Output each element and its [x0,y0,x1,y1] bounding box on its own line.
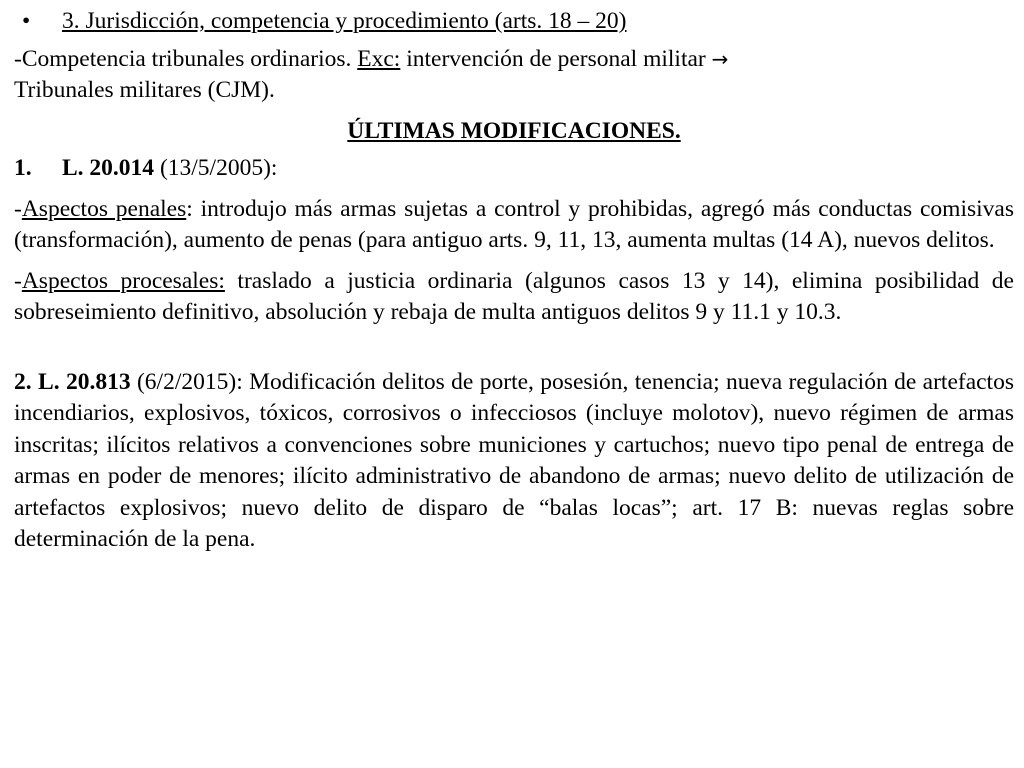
procesales-text: traslado a justicia ordinaria (algunos casos 13 y 14), elimina posibilidad de sobreseimiento definitivo, absolución y rebaja de multa antiguos delitos 9 y 11.1 y 10.3. [14,267,1014,325]
arrow-right-icon: → [711,46,729,71]
competencia-middle: intervención de personal militar [400,45,712,72]
procesales-dash: - [14,267,22,294]
item-1-number: 1. [14,155,32,181]
item-1-line [14,153,1014,185]
item-1-date: (13/5/2005): [154,155,278,181]
competencia-suffix: Tribunales militares (CJM). [14,77,275,103]
item-2-law: 2. L. 20.813 [14,368,131,395]
item-1-law: L. 20.014 [62,155,155,181]
aspectos-procesales-paragraph [14,266,1014,329]
section-3-title: 3. Jurisdicción, competencia y procedimiento (arts. 18 – 20) [62,8,627,34]
item-2-paragraph [14,367,1014,556]
bullet-icon: • [22,8,31,34]
slide-content [14,6,1014,556]
procesales-label: Aspectos procesales: [21,267,225,294]
aspectos-penales-paragraph [14,194,1014,257]
penales-label: Aspectos penales [21,195,187,222]
competencia-paragraph [14,44,1014,107]
item-2-text: (6/2/2015): Modificación delitos de porte, posesión, tenencia; nueva regulación de artefactos incendiarios, explosivos, tóxicos, corrosivos o infecciosos (incluye molotov), nuevo régimen de armas inscritas; ilícitos relativos a convenciones sobre municiones y cartuchos; nuevo tipo penal de entrega de armas en poder de menores; ilícito administrativo de abandono de armas; nuevo delito de utilización de artefactos explosivos; nuevo delito de disparo de “balas locas”; art. 17 B: nuevas reglas sobre determinación de la pena. [14,368,1014,552]
competencia-prefix: -Competencia tribunales ordinarios. [14,45,358,72]
penales-dash: - [14,195,22,222]
section-heading: ÚLTIMAS MODIFICACIONES. [347,117,681,144]
penales-text: : introdujo más armas sujetas a control y prohibidas, agregó más conductas comisivas (transformación), aumento de penas (para antiguo arts. 9, 11, 13, aumenta multas (14 A), nuevos delitos. [14,195,1014,253]
section-3-line [14,6,1014,38]
exc-label: Exc: [357,45,401,72]
